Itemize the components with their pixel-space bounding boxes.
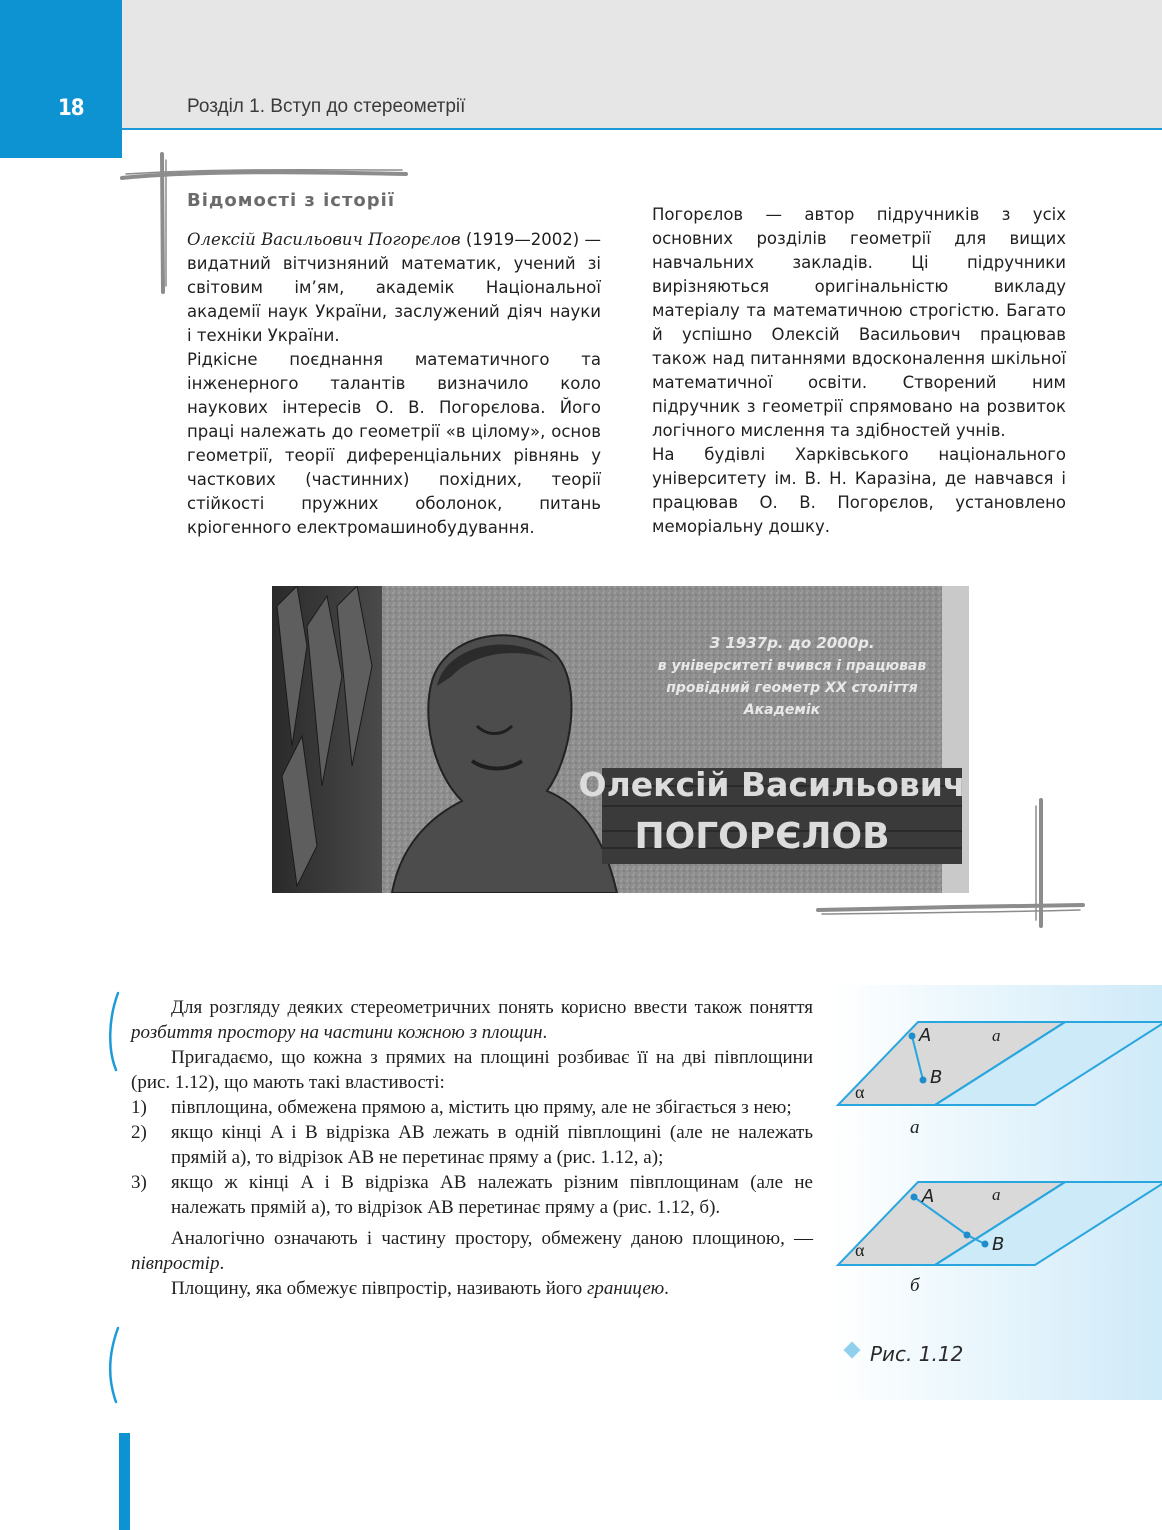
svg-text:а: а [910,1117,920,1138]
svg-text:A: A [919,1025,932,1046]
figure-1-12 [830,1000,1162,1320]
paragraph-halfspace: Аналогічно означають і частину простору, обмежену даною площиною, — півпростір. [131,1228,813,1274]
svg-text:a: a [992,1185,1001,1204]
paragraph-partition: Для розгляду деяких стереометричних понять корисно ввести також поняття розбиття простору на частини кожною з площин. [131,997,813,1043]
plaque-name-first: Олексій Васильович [578,765,966,804]
plaque-name-last: ПОГОРЄЛОВ [634,816,890,857]
point-b-top [920,1077,927,1084]
memorial-plaque-photo [272,586,969,893]
figure-a [838,1022,1162,1138]
person-name: Олексій Васильович Погорєлов [187,230,461,249]
svg-text:B: B [992,1234,1005,1255]
point-a-top [909,1033,916,1040]
history-right-paragraph-1: Погорєлов — автор підручників з усіх основних розділів геометрії для вищих навчальних закладів. Ці підручники вирізняються оригінальністю викладу матеріалу та математичною строгістю. Багато й успішно Олексій Васильович працював також над питаннями вдосконалення шкільної математичної освіти. Створений ним підручник з геометрії спрямовано на розвиток логічного мислення та здібностей учнів. [652,205,1066,440]
chapter-title: Розділ 1. Вступ до стереометрії [187,96,466,117]
svg-text:α: α [855,1082,865,1102]
history-right-paragraph-2: На будівлі Харківського національного університету ім. В. Н. Каразіна, де навчався і працював О. В. Погорєлов, установлено меморіальну дошку. [652,445,1066,536]
plaque-years: З 1937р. до 2000р. [709,634,875,652]
history-right-column [652,203,1066,539]
point-a-bottom [911,1194,918,1201]
property-item: 1) півплощина, обмежена прямою a, містить цю пряму, але не збігається з нею; [131,1097,792,1118]
history-heading: Відомості з історії [187,190,395,211]
main-text [131,995,813,1301]
margin-accent-bar [119,1433,130,1530]
point-b-bottom [982,1241,989,1248]
plaque-line-2: в університеті вчився і працював [657,658,927,674]
plaque-line-3: провідний геометр XX століття [666,680,918,696]
svg-text:B: B [930,1067,943,1088]
history-left-column [187,228,601,540]
figure-b [838,1182,1162,1296]
intersection-point [964,1232,971,1239]
svg-text:A: A [922,1186,935,1207]
paragraph-recall: Пригадаємо, що кожна з прямих на площині розбиває її на дві півплощини (рис. 1.12), що мають такі властивості: [131,1047,813,1093]
history-left-paragraph-2: Рідкісне поєднання математичного та інженерного талантів визначило коло наукових інтересів О. В. Погорєлова. Його праці належать до геометрії «в цілому», основ геометрії, теорії диференціальних рівнянь у часткових (частинних) похідних, теорії стійкості пружних оболонок, питань кріогенного електромашинобудування. [187,350,601,537]
svg-text:a: a [992,1026,1001,1045]
svg-text:α: α [855,1240,865,1260]
property-item: 2) якщо кінці A і B відрізка AB лежать в одній півплощині (але не належать прямій a), то відрізок AB не перетинає пряму a (рис. 1.12, а); [131,1122,813,1168]
figure-caption: Рис. 1.12 [870,1342,964,1366]
plaque-line-4: Академік [743,702,821,718]
history-left-paragraph-1: Олексій Васильович Погорєлов (1919—2002) — видатний вітчизняний математик, учений зі світовим ім’ям, академік Національної академії наук України, заслужений діяч науки і техніки України. [187,230,601,345]
svg-text:б: б [910,1275,920,1296]
paragraph-boundary: Площину, яка обмежує півпростір, називають його границею. [171,1278,669,1299]
page-number: 18 [58,96,84,121]
property-item: 3) якщо ж кінці A і B відрізка AB належать різним півплощинам (але не належать прямій a), то відрізок AB перетинає пряму a (рис. 1.12, б). [131,1172,813,1218]
